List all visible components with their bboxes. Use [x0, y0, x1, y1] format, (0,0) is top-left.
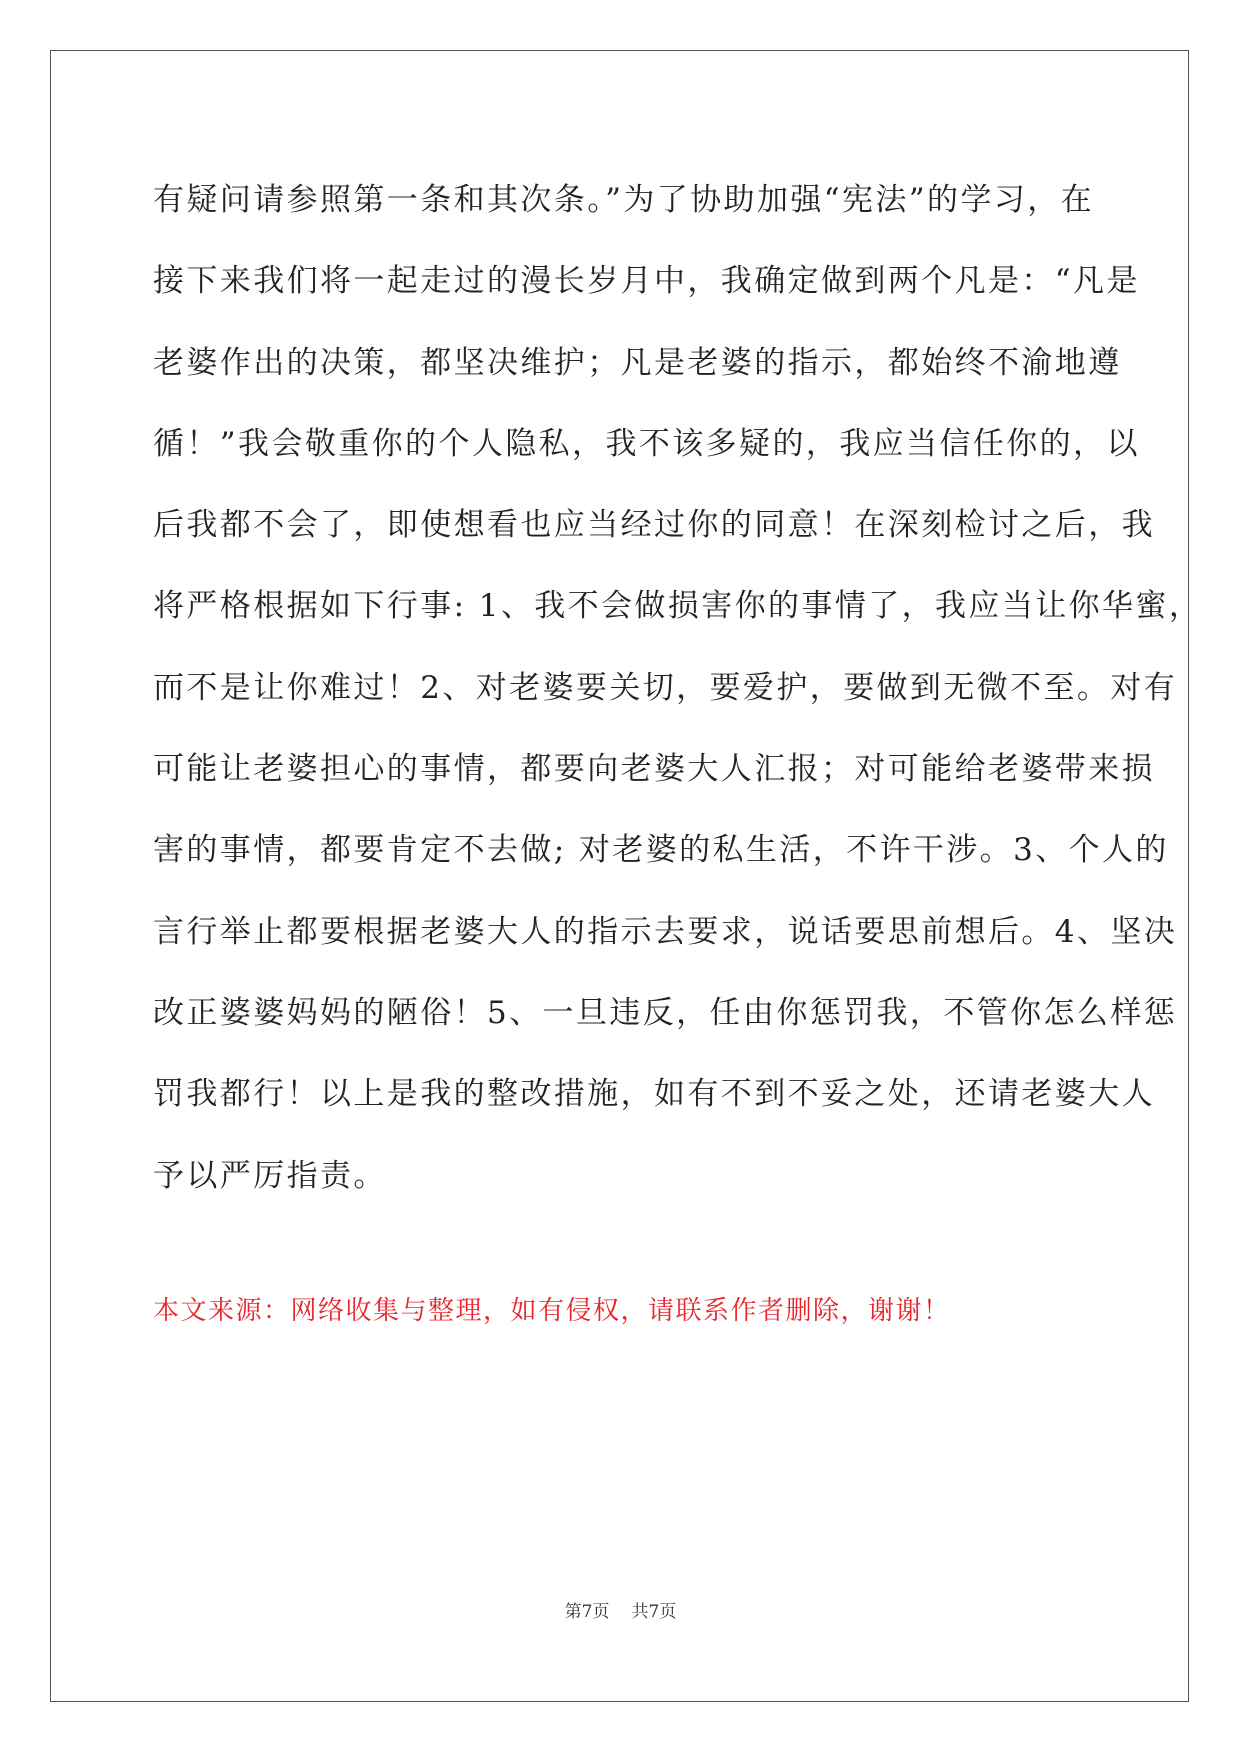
source-note: 本文来源：网络收集与整理，如有侵权，请联系作者删除，谢谢！ [153, 1296, 951, 1326]
body-line-2: 接下来我们将一起走过的漫长岁月中，我确定做到两个凡是：“凡是 [153, 263, 1140, 300]
body-line-5: 后我都不会了，即使想看也应当经过你的同意！在深刻检讨之后，我 [153, 507, 1155, 544]
body-line-1: 有疑问请参照第一条和其次条。”为了协助加强“宪法”的学习，在 [153, 182, 1095, 218]
document-body [153, 160, 1203, 1217]
body-line-10: 言行举止都要根据老婆大人的指示去要求，说话要思前想后。4、坚决 [153, 913, 1178, 950]
page-footer [0, 1597, 1241, 1622]
body-line-12: 罚我都行！以上是我的整改措施，如有不到不妥之处，还请老婆大人 [153, 1076, 1155, 1113]
body-line-7: 而不是让你难过！2、对老婆要关切，要爱护，要做到无微不至。对有 [153, 669, 1178, 706]
body-line-6: 将严格根据如下行事: 1、我不会做损害你的事情了，我应当让你华蜜， [153, 588, 1203, 625]
body-line-8: 可能让老婆担心的事情，都要向老婆大人汇报；对可能给老婆带来损 [153, 751, 1155, 788]
body-line-11: 改正婆婆妈妈的陋俗！5、一旦违反，任由你惩罚我，不管你怎么样惩 [153, 994, 1178, 1031]
page-number-current: 第7页 [564, 1602, 610, 1622]
body-line-9: 害的事情，都要肯定不去做; 对老婆的私生活，不许干涉。3、个人的 [153, 832, 1169, 869]
body-line-4: 循！”我会敬重你的个人隐私，我不该多疑的，我应当信任你的，以 [153, 425, 1140, 462]
body-line-13: 予以严厉指责。 [153, 1157, 387, 1194]
page-number-total: 共7页 [631, 1602, 677, 1622]
body-line-3: 老婆作出的决策，都坚决维护；凡是老婆的指示，都始终不渝地遵 [153, 344, 1122, 381]
